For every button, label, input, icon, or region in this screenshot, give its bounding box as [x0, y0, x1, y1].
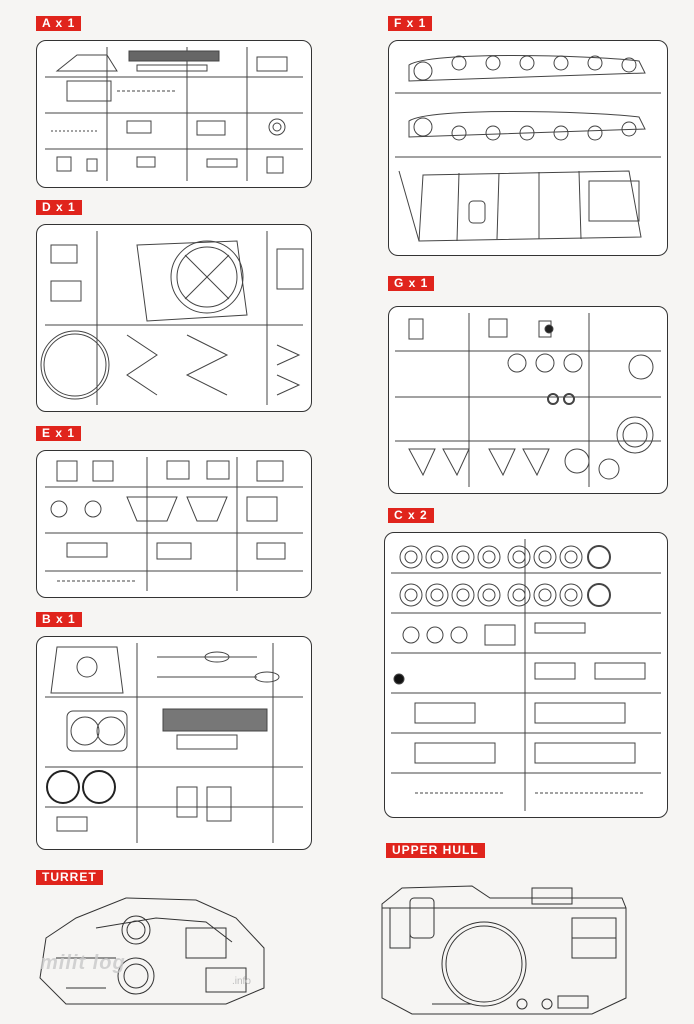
watermark-sub: .info [232, 976, 251, 987]
sprue-a-drawing [37, 41, 311, 187]
sprue-b-label: B x 1 [36, 612, 82, 627]
upper-hull-label: UPPER HULL [386, 843, 485, 858]
watermark-text: milit log [40, 952, 126, 974]
sprue-c-drawing [385, 533, 667, 817]
sprue-c-label: C x 2 [388, 508, 434, 523]
sprue-g-drawing [389, 307, 667, 493]
sprue-a-label: A x 1 [36, 16, 81, 31]
upper-hull-drawing [372, 878, 632, 1020]
sprue-f-label: F x 1 [388, 16, 432, 31]
sprue-c [384, 532, 668, 818]
sprue-d-label: D x 1 [36, 200, 82, 215]
sprue-f [388, 40, 668, 256]
sprue-d [36, 224, 312, 412]
sprue-e-drawing [37, 451, 311, 597]
sprue-d-drawing [37, 225, 311, 411]
sprue-a [36, 40, 312, 188]
sprue-g [388, 306, 668, 494]
sprue-b [36, 636, 312, 850]
sprue-e [36, 450, 312, 598]
sprue-b-drawing [37, 637, 311, 849]
turret-drawing [36, 888, 268, 1006]
sprue-g-label: G x 1 [388, 276, 434, 291]
sprue-f-drawing [389, 41, 667, 255]
sprue-e-label: E x 1 [36, 426, 81, 441]
turret-label: TURRET [36, 870, 103, 885]
